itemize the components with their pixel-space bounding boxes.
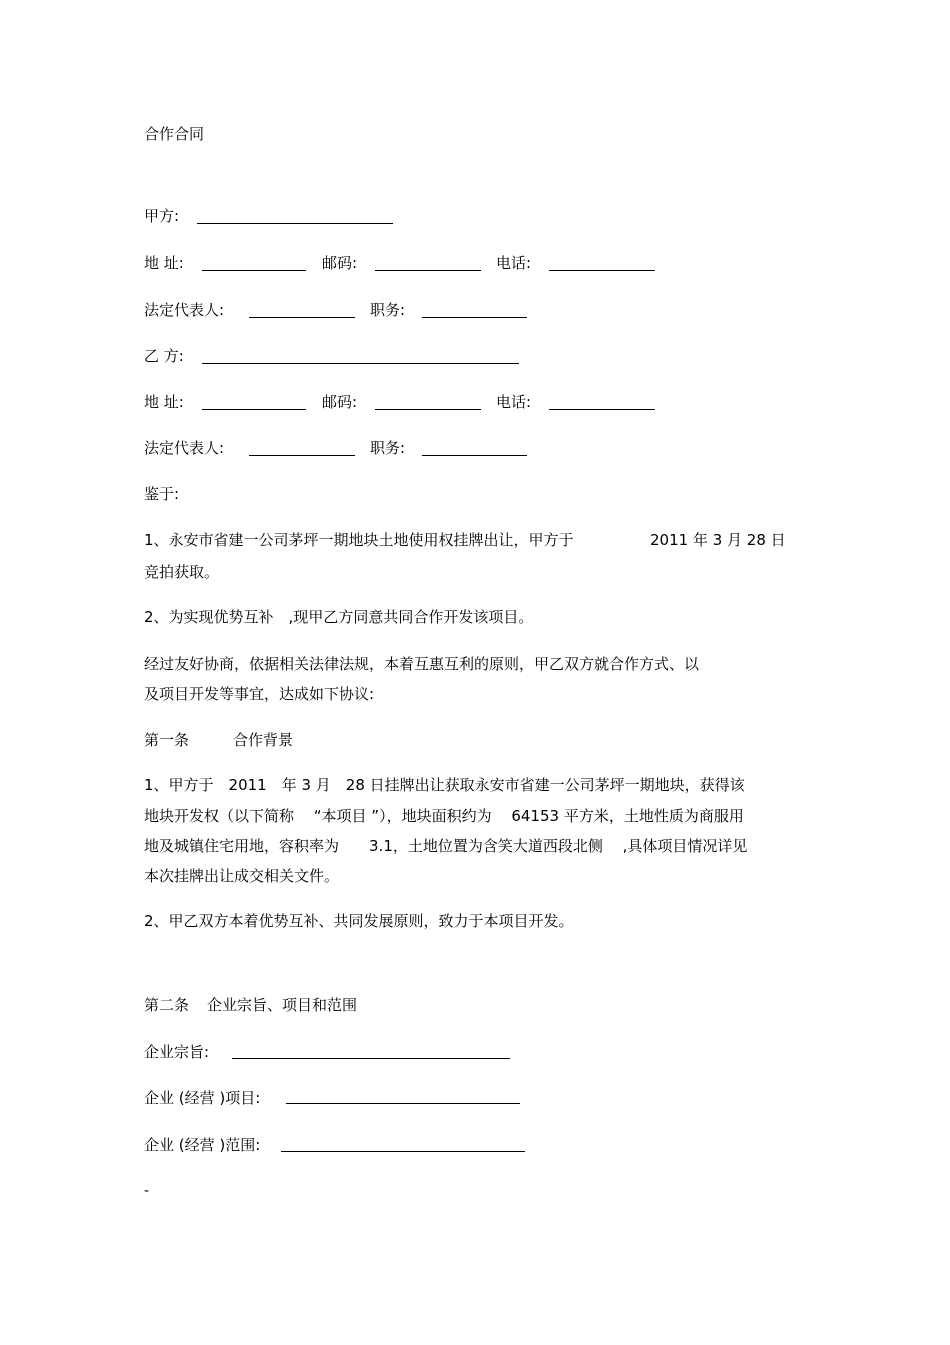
recitals-heading: 鉴于: — [144, 485, 180, 503]
party-a-rep-blank — [249, 317, 355, 318]
party-b-position-blank — [422, 455, 527, 456]
party-b-phone-blank — [549, 409, 655, 410]
party-b-address-label: 地 址: — [144, 393, 184, 411]
recital-item-1-date: 2011 年 3 月 28 日 — [650, 531, 786, 549]
party-b-position-label: 职务: — [370, 439, 406, 457]
party-b-postcode-label: 邮码: — [322, 393, 358, 411]
party-b-phone-label: 电话: — [496, 393, 532, 411]
agreement-line-1: 经过友好协商，依据相关法律法规，本着互惠互利的原则，甲乙双方就合作方式、以 — [144, 655, 700, 673]
recital-item-1-cont: 竞拍获取。 — [144, 563, 220, 581]
party-a-postcode-blank — [375, 270, 481, 271]
party-b-rep-label: 法定代表人: — [144, 439, 225, 457]
article-1-para-1-line-4: 本次挂牌出让成交相关文件。 — [144, 867, 340, 885]
article-1-para-1-line-1: 1、甲方于 2011 年 3 月 28 日挂牌出让获取永安市省建一公司茅坪一期地块，获得该 — [144, 776, 745, 794]
purpose-blank — [232, 1058, 510, 1059]
party-a-rep-label: 法定代表人: — [144, 301, 225, 319]
article-1-para-1-line-2: 地块开发权（以下简称 “本项目 ”），地块面积约为 64153 平方米，土地性质为商服用 — [144, 807, 744, 825]
party-b-label: 乙 方: — [144, 347, 184, 365]
party-a-position-blank — [422, 317, 527, 318]
project-label: 企业 (经营 )项目: — [144, 1089, 261, 1107]
article-1-number: 第一条 — [144, 731, 190, 749]
article-2-title: 企业宗旨、项目和范围 — [207, 996, 358, 1014]
project-blank — [286, 1103, 520, 1104]
party-a-address-blank — [202, 270, 306, 271]
party-b-blank — [202, 363, 519, 364]
article-1-para-1-line-3: 地及城镇住宅用地，容积率为 3.1，土地位置为含笑大道西段北侧 ,具体项目情况详见 — [144, 837, 748, 855]
party-a-label: 甲方: — [144, 207, 180, 225]
agreement-line-2: 及项目开发等事宜，达成如下协议: — [144, 685, 375, 703]
article-2-number: 第二条 — [144, 996, 190, 1014]
recital-item-2: 2、为实现优势互补 ,现甲乙方同意共同合作开发该项目。 — [144, 608, 534, 626]
purpose-label: 企业宗旨: — [144, 1043, 210, 1061]
party-b-address-blank — [202, 409, 306, 410]
party-a-phone-blank — [549, 270, 655, 271]
scope-label: 企业 (经营 )范围: — [144, 1136, 261, 1154]
party-b-rep-blank — [249, 455, 355, 456]
article-1-para-2: 2、甲乙双方本着优势互补、共同发展原则，致力于本项目开发。 — [144, 912, 574, 930]
document-title: 合作合同 — [144, 125, 205, 143]
recital-item-1: 1、永安市省建一公司茅坪一期地块土地使用权挂牌出让，甲方于 — [144, 531, 574, 549]
party-a-position-label: 职务: — [370, 301, 406, 319]
party-b-postcode-blank — [375, 409, 481, 410]
footer-mark: - — [144, 1183, 150, 1199]
party-a-blank — [197, 223, 393, 224]
party-a-address-label: 地 址: — [144, 254, 184, 272]
party-a-postcode-label: 邮码: — [322, 254, 358, 272]
party-a-phone-label: 电话: — [496, 254, 532, 272]
scope-blank — [281, 1151, 525, 1152]
article-1-title: 合作背景 — [233, 731, 294, 749]
